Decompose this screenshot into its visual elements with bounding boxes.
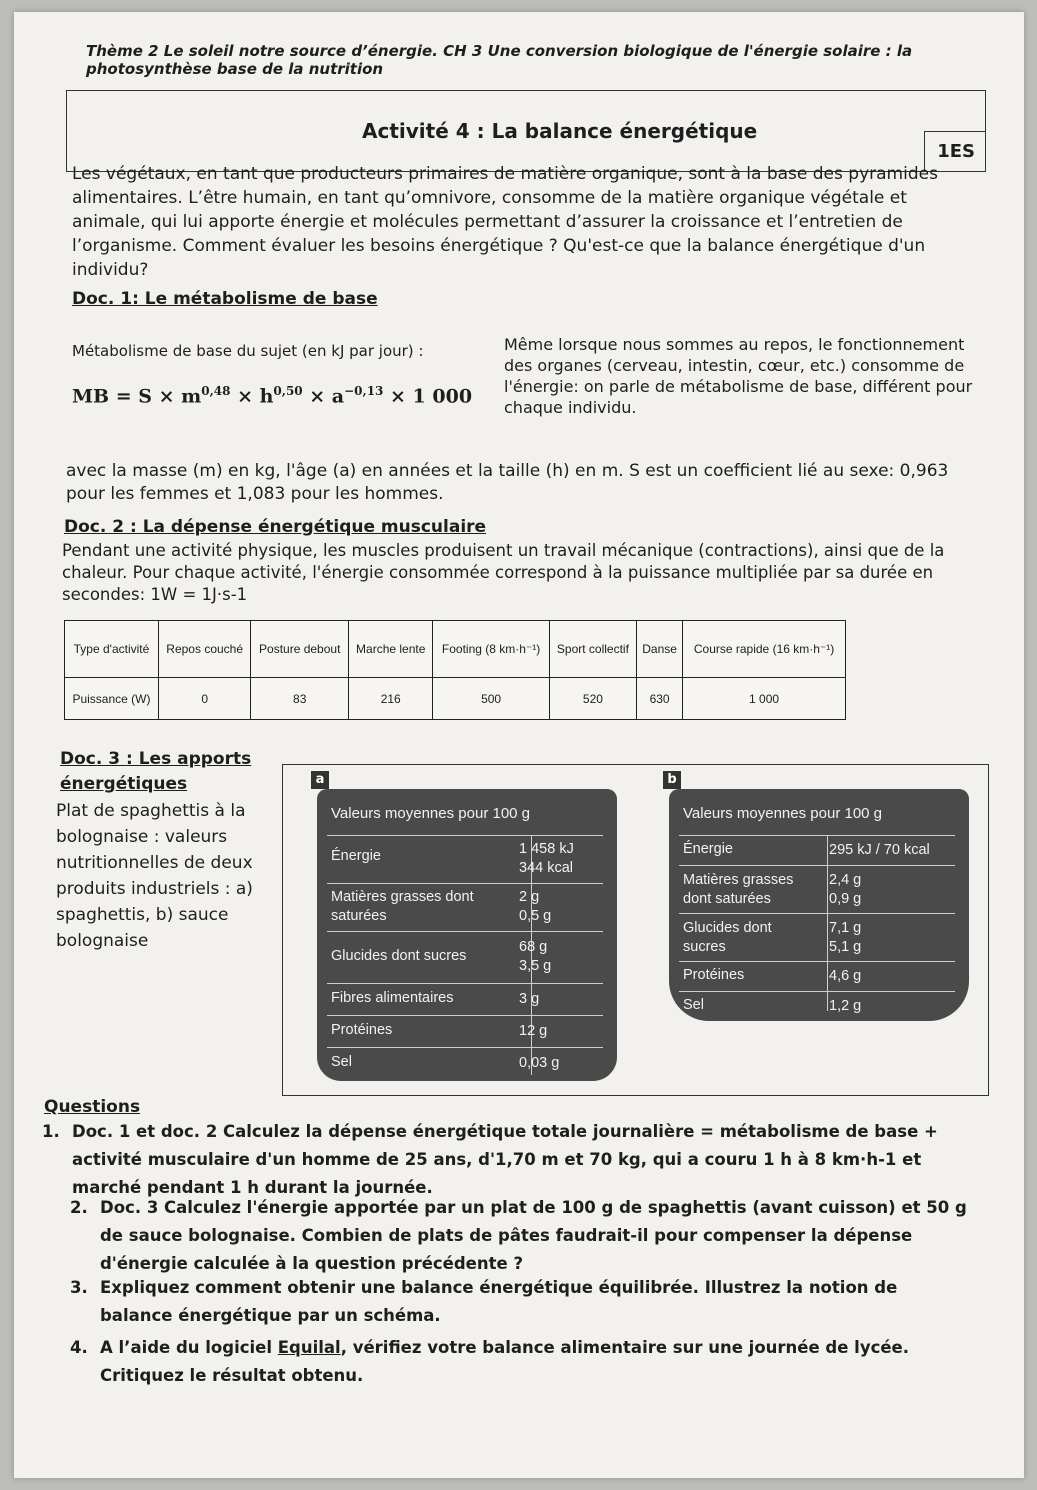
nutrition-row	[679, 865, 955, 914]
nutrition-row	[679, 913, 955, 962]
nutrition-row	[679, 961, 955, 992]
nutrient-value: 1 458 kJ 344 kcal	[519, 841, 574, 876]
doc3-heading: Doc. 3 : Les apports énergétiques	[60, 749, 252, 794]
worksheet-page	[14, 12, 1024, 1478]
nutrient-label: Protéines	[683, 967, 745, 983]
question-text: , vérifiez votre balance alimentaire sur une journée de lycée. Critiquez le résultat obtenu.	[100, 1338, 910, 1385]
nutrition-row	[327, 1015, 603, 1048]
question-1	[42, 1118, 957, 1202]
table-cell: Sport collectif	[549, 621, 636, 678]
table-cell: Posture debout	[251, 621, 349, 678]
nutrient-value: 7,1 g 5,1 g	[829, 920, 862, 955]
class-label: 1ES	[937, 141, 975, 162]
nutrient-value: 2,4 g 0,9 g	[829, 872, 862, 907]
table-cell: Repos couché	[158, 621, 250, 678]
nutrient-value: 2 g 0,5 g	[519, 889, 552, 924]
nutrient-value: 68 g 3,5 g	[519, 939, 552, 974]
formula-label: Métabolisme de base du sujet (en kJ par jour) :	[72, 342, 424, 360]
panel-b-letter: b	[663, 771, 681, 789]
nutrient-label: Énergie	[331, 848, 381, 864]
nutrition-row	[679, 835, 955, 866]
formula-exponent: 0,48	[201, 384, 231, 398]
table-cell: 1 000	[683, 678, 846, 720]
nutrition-row	[327, 835, 603, 884]
table-cell: Course rapide (16 km·h⁻¹)	[683, 621, 846, 678]
theme-line: Thème 2 Le soleil notre source d’énergie. CH 3 Une conversion biologique de l'énergie solaire : la photosynthèse base de la nutrition	[86, 42, 913, 78]
doc2-heading: Doc. 2 : La dépense énergétique musculaire	[64, 517, 487, 537]
nutrient-value: 1,2 g	[829, 998, 862, 1014]
doc1-text: avec la masse (m) en kg, l'âge (a) en années et la taille (h) en m. S est un coefficient lié au sexe: 0,963 pour les femmes et 1,083 pour les hommes.	[66, 461, 949, 504]
activity-power-table	[64, 620, 846, 720]
nutrition-row	[327, 931, 603, 984]
question-number: 4.	[70, 1338, 88, 1357]
intro-paragraph: Les végétaux, en tant que producteurs primaires de matière organique, sont à la base des pyramides alimentaires. L’être humain, en tant qu’omnivore, consomme de la matière organique végétale et animale, qui lui apporte énergie et molécules permettant d’assurer la croissance et l’entretien de l’organisme. Comment évaluer les besoins énergétique ? Qu'est-ce que la balance énergétique d'un individu?	[72, 164, 938, 280]
table-cell: 520	[549, 678, 636, 720]
question-2	[70, 1194, 975, 1278]
table-cell: 0	[158, 678, 250, 720]
question-text: Doc. 3 Calculez l'énergie apportée par un plat de 100 g de spaghettis (avant cuisson) et 50 g de sauce bolognaise. Combien de plats de pâtes faudrait-il pour compenser la dépense d'énergie calculée à la question précédente ?	[100, 1198, 967, 1273]
formula-part: MB = S × m	[72, 385, 202, 408]
nutrition-row	[327, 1047, 603, 1078]
question-4	[70, 1334, 975, 1390]
table-header-cell: Puissance (W)	[65, 678, 159, 720]
table-row	[65, 621, 846, 678]
nutrient-label: Fibres alimentaires	[331, 990, 454, 1006]
nutrient-label: Sel	[683, 997, 704, 1013]
nutrition-figure	[282, 764, 989, 1096]
nutrition-row	[679, 991, 955, 1020]
panel-title: Valeurs moyennes pour 100 g	[331, 805, 531, 822]
panel-a-letter: a	[311, 771, 329, 789]
nutrient-label: Matières grasses dont saturées	[683, 872, 794, 907]
formula-part: × a	[302, 385, 345, 408]
questions-heading: Questions	[44, 1097, 141, 1117]
table-cell: Danse	[637, 621, 683, 678]
nutrition-panel-sauce	[669, 789, 969, 1021]
nutrient-value: 0,03 g	[519, 1055, 560, 1071]
nutrition-panel-spaghetti	[317, 789, 617, 1081]
formula-exponent: −0,13	[344, 384, 384, 398]
equilal-software-name: Equilal	[277, 1338, 341, 1357]
nutrient-value: 4,6 g	[829, 968, 862, 984]
table-cell: Marche lente	[349, 621, 433, 678]
formula-exponent: 0,50	[273, 384, 303, 398]
table-row	[65, 678, 846, 720]
nutrient-value: 3 g	[519, 991, 540, 1007]
table-cell: Footing (8 km·h⁻¹)	[433, 621, 549, 678]
nutrient-label: Matières grasses dont saturées	[331, 889, 474, 924]
formula-part: × 1 000	[383, 385, 473, 408]
nutrient-value: 295 kJ / 70 kcal	[829, 842, 930, 858]
nutrient-label: Sel	[331, 1054, 352, 1070]
doc3-text: Plat de spaghettis à la bolognaise : valeurs nutritionnelles de deux produits industriels : a) spaghettis, b) sauce bolognaise	[56, 801, 253, 951]
table-cell: 630	[637, 678, 683, 720]
doc1-heading: Doc. 1: Le métabolisme de base	[72, 289, 378, 309]
question-text: Expliquez comment obtenir une balance énergétique équilibrée. Illustrez la notion de balance énergétique par un schéma.	[100, 1278, 898, 1325]
formula-part: × h	[230, 385, 274, 408]
title-box	[66, 90, 986, 172]
activity-title: Activité 4 : La balance énergétique	[362, 119, 758, 143]
nutrition-row	[327, 883, 603, 932]
question-number: 3.	[70, 1278, 88, 1297]
nutrient-label: Glucides dont sucres	[683, 920, 772, 955]
table-cell: 216	[349, 678, 433, 720]
nutrient-value: 12 g	[519, 1023, 548, 1039]
nutrition-row	[327, 983, 603, 1016]
question-number: 2.	[70, 1198, 88, 1217]
question-text: Doc. 1 et doc. 2 Calculez la dépense énergétique totale journalière = métabolisme de base + activité musculaire d'un homme de 25 ans, d'1,70 m et 70 kg, qui a couru 1 h à 8 km·h-1 et marché pendant 1 h durant la journée.	[72, 1122, 938, 1197]
doc2-text: Pendant une activité physique, les muscles produisent un travail mécanique (contractions), ainsi que de la chaleur. Pour chaque activité, l'énergie consommée correspond à la puissance multipliée par sa durée en secondes: 1W = 1J·s-1	[62, 541, 945, 604]
nutrient-label: Protéines	[331, 1022, 393, 1038]
question-number: 1.	[42, 1122, 60, 1141]
bmr-formula	[72, 384, 472, 407]
question-text: A l’aide du logiciel	[100, 1338, 278, 1357]
nutrient-label: Énergie	[683, 841, 733, 857]
table-cell: 83	[251, 678, 349, 720]
table-header-cell: Type d'activité	[65, 621, 159, 678]
nutrient-label: Glucides dont sucres	[331, 948, 467, 964]
doc1-side-text: Même lorsque nous sommes au repos, le fonctionnement des organes (cerveau, intestin, cœur, etc.) consomme de l'énergie: on parle de métabolisme de base, différent pour chaque individu.	[504, 335, 973, 417]
panel-title: Valeurs moyennes pour 100 g	[683, 805, 883, 822]
table-cell: 500	[433, 678, 549, 720]
question-3	[70, 1274, 975, 1330]
